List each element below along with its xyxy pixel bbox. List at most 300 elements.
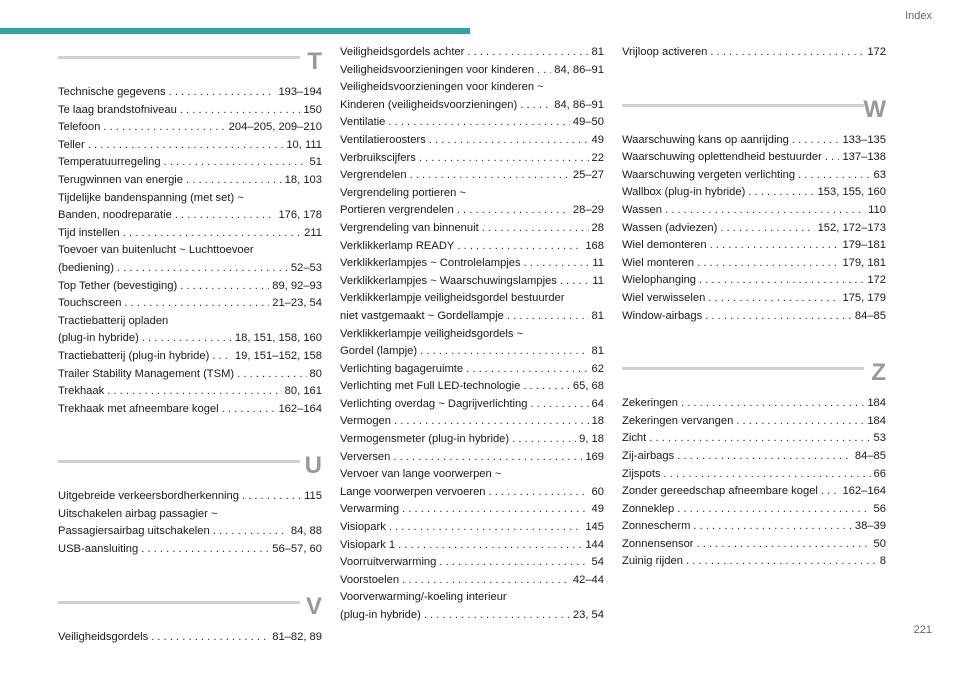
index-entry-row — [340, 413, 604, 431]
index-entry-pages: 84–85 — [854, 449, 886, 462]
index-entry-pages: 184 — [867, 414, 886, 427]
index-entry-term: Verklikkerlampjes ~ Controlelampjes — [340, 257, 521, 270]
index-entry-pages: 49 — [591, 503, 604, 516]
index-entry-lead-line: Verklikkerlampje veiligheidsgordels ~ — [340, 327, 524, 340]
index-entry — [58, 102, 322, 120]
index-entry-pages: 49 — [591, 133, 604, 146]
index-entry-term: Top Tether (bevestiging) — [58, 279, 178, 292]
index-entry-lead-line: Uitschakelen airbag passagier ~ — [58, 507, 218, 520]
leader-dots — [107, 383, 281, 401]
index-section — [622, 355, 886, 571]
leader-dots — [389, 519, 583, 537]
index-entry-row — [340, 484, 604, 502]
index-entry-row — [622, 536, 886, 554]
index-section — [58, 589, 322, 647]
index-entry-term: USB-aansluiting — [58, 543, 139, 556]
index-entry — [340, 44, 604, 62]
index-entry — [340, 572, 604, 590]
section-letter: T — [307, 48, 322, 75]
leader-dots — [507, 308, 589, 326]
leader-dots — [708, 290, 839, 308]
index-entry-pages: 172 — [867, 274, 886, 287]
index-entry — [58, 629, 322, 647]
section-header — [622, 355, 886, 391]
index-entry-pages: 56 — [873, 502, 886, 515]
index-entry — [58, 383, 322, 401]
index-entry-term: Zuinig rijden — [622, 555, 683, 568]
index-entry-term: Verbruikscijfers — [340, 151, 416, 164]
index-entry — [622, 237, 886, 255]
leader-dots — [123, 225, 301, 243]
section-divider — [622, 367, 864, 370]
index-entry-row — [340, 255, 604, 273]
index-entry-row — [58, 541, 322, 559]
index-entry — [340, 413, 604, 431]
index-entry-pages: 162–164 — [842, 485, 886, 498]
index-entry-term: Zekeringen — [622, 397, 678, 410]
index-entry-term: Verlichting bagageruimte — [340, 362, 464, 375]
index-entry-row — [58, 629, 322, 647]
index-entry-term: Ventilatieroosters — [340, 133, 426, 146]
index-entry-row — [340, 361, 604, 379]
index-entry-term: Vergrendelen — [340, 169, 407, 182]
index-entry-term: Waarschuwing vergeten verlichting — [622, 168, 796, 181]
leader-dots — [697, 255, 839, 273]
index-entry-pages: 18, 103 — [284, 173, 322, 186]
index-entry-pages: 65, 68 — [572, 380, 604, 393]
index-entry-pages: 153, 155, 160 — [817, 186, 886, 199]
index-entry-row — [58, 137, 322, 155]
index-entry-row — [340, 519, 604, 537]
index-entry-term: Veiligheidsvoorzieningen voor kinderen — [340, 63, 535, 76]
index-entry-row — [622, 290, 886, 308]
index-column-3 — [622, 44, 886, 601]
leader-dots — [665, 202, 865, 220]
leader-dots — [242, 488, 301, 506]
index-entry-row — [622, 272, 886, 290]
index-entry-term: niet vastgemaakt ~ Gordellampje — [340, 309, 504, 322]
index-entry-term: Wallbox (plug-in hybride) — [622, 186, 746, 199]
index-entry — [622, 290, 886, 308]
header-accent-bar — [0, 28, 470, 34]
index-entry-pages: 28–29 — [572, 204, 604, 217]
index-entry-row — [58, 260, 322, 278]
index-entry — [58, 278, 322, 296]
leader-dots — [681, 395, 864, 413]
index-entry-pages: 169 — [585, 450, 604, 463]
index-entry-term: Vermogen — [340, 415, 391, 428]
index-entry — [340, 431, 604, 449]
index-entry-row — [58, 330, 322, 348]
index-entry-row — [622, 501, 886, 519]
index-entry-pages: 18, 151, 158, 160 — [234, 332, 322, 345]
index-entry — [58, 348, 322, 366]
leader-dots — [686, 553, 877, 571]
index-entry-pages: 176, 178 — [278, 209, 322, 222]
index-entry-pages: 8 — [879, 555, 886, 568]
leader-dots — [677, 448, 852, 466]
index-entry — [58, 313, 322, 348]
index-section — [58, 448, 322, 558]
index-entry — [340, 537, 604, 555]
index-entry-term: Zijspots — [622, 467, 661, 480]
index-entry-term: Verklikkerlamp READY — [340, 239, 455, 252]
leader-dots — [402, 501, 588, 519]
index-entry-term: Wiel verwisselen — [622, 291, 706, 304]
index-entry — [622, 184, 886, 202]
index-entry-term: Teller — [58, 138, 85, 151]
index-entry-term: Kinderen (veiligheidsvoorzieningen) — [340, 98, 518, 111]
index-section — [622, 92, 886, 326]
leader-dots — [237, 366, 306, 384]
index-entry-term: (bediening) — [58, 261, 114, 274]
index-entry-row — [58, 401, 322, 419]
index-entry-pages: 11 — [592, 274, 604, 287]
index-entry — [340, 255, 604, 273]
leader-dots — [466, 361, 588, 379]
index-entry-pages: 84–85 — [854, 309, 886, 322]
index-entry-row — [340, 378, 604, 396]
page-header-title: Index — [905, 10, 932, 22]
index-entry-pages: 9, 18 — [579, 433, 604, 446]
index-entry-term: Wassen (adviezen) — [622, 221, 718, 234]
index-entry-pages: 66 — [873, 467, 886, 480]
leader-dots — [151, 629, 269, 647]
leader-dots — [821, 483, 840, 501]
index-entry — [58, 84, 322, 102]
index-entry-row — [622, 553, 886, 571]
leader-dots — [523, 378, 570, 396]
leader-dots — [402, 572, 570, 590]
leader-dots — [677, 501, 870, 519]
index-entry-row — [340, 62, 604, 80]
index-entry — [622, 536, 886, 554]
index-entry — [622, 483, 886, 501]
leader-dots — [142, 330, 232, 348]
leader-dots — [520, 97, 551, 115]
index-entry — [340, 62, 604, 80]
index-entry — [622, 413, 886, 431]
index-entry-row — [340, 114, 604, 132]
index-entry — [340, 290, 604, 325]
index-entry — [340, 361, 604, 379]
section-divider — [58, 56, 300, 59]
index-entry-pages: 89, 92–93 — [272, 279, 322, 292]
index-entry-lead-line: Vervoer van lange voorwerpen ~ — [340, 468, 502, 481]
index-entry-lead-line: Tractiebatterij opladen — [58, 314, 169, 327]
index-entry-row — [622, 483, 886, 501]
leader-dots — [424, 607, 570, 625]
leader-dots — [798, 167, 870, 185]
leader-dots — [457, 202, 570, 220]
index-entry — [340, 466, 604, 501]
index-entry-pages: 22 — [591, 151, 604, 164]
index-entry — [340, 167, 604, 185]
index-entry-pages: 62 — [591, 362, 604, 375]
index-entry-term: Technische gegevens — [58, 86, 166, 98]
index-entry-row — [340, 554, 604, 572]
index-column-2 — [340, 44, 604, 655]
index-entry-term: Trekhaak — [58, 385, 105, 398]
leader-dots — [393, 449, 582, 467]
index-entry-term: Veiligheidsgordels achter — [340, 46, 465, 58]
index-entry-term: Voorstoelen — [340, 573, 400, 586]
index-entry — [58, 366, 322, 384]
index-entry — [340, 132, 604, 150]
index-entry-row — [622, 202, 886, 220]
leader-dots — [429, 132, 589, 150]
leader-dots — [489, 484, 589, 502]
index-entry-row — [58, 172, 322, 190]
leader-dots — [710, 44, 864, 62]
index-entry-row — [58, 383, 322, 401]
leader-dots — [457, 238, 582, 256]
index-entry-row — [340, 431, 604, 449]
index-entry — [340, 554, 604, 572]
index-section — [58, 44, 322, 418]
index-entry-row — [340, 220, 604, 238]
leader-dots — [693, 518, 851, 536]
section-header — [58, 589, 322, 625]
index-entry-pages: 81 — [591, 345, 604, 358]
index-entry — [340, 378, 604, 396]
index-section — [340, 44, 604, 625]
index-entry-term: Touchscreen — [58, 297, 122, 310]
index-column-1 — [58, 44, 322, 676]
index-entry-row — [340, 167, 604, 185]
index-entry-row — [340, 238, 604, 256]
section-divider — [58, 601, 300, 604]
index-entry-term: Wiel monteren — [622, 256, 695, 269]
leader-dots — [705, 308, 852, 326]
leader-dots — [164, 154, 307, 172]
section-divider — [58, 460, 300, 463]
index-entry-pages: 168 — [585, 239, 604, 252]
index-entry — [58, 401, 322, 419]
index-entry-term: Waarschuwing oplettendheid bestuurder — [622, 151, 822, 164]
index-entry — [622, 466, 886, 484]
index-entry-pages: 64 — [591, 397, 604, 410]
index-entry-pages: 133–135 — [842, 133, 886, 146]
index-entry-row — [622, 237, 886, 255]
leader-dots — [512, 431, 576, 449]
index-entry-term: Zij-airbags — [622, 449, 675, 462]
leader-dots — [467, 44, 588, 62]
index-entry-term: Banden, noodreparatie — [58, 209, 172, 222]
index-entry-pages: 193–194 — [278, 86, 322, 98]
index-entry-term: Trekhaak met afneembare kogel — [58, 402, 219, 415]
index-entry-pages: 19, 151–152, 158 — [234, 349, 322, 362]
index-entry — [340, 220, 604, 238]
index-entry-term: Tijd instellen — [58, 226, 120, 239]
index-entry-row — [340, 449, 604, 467]
index-entry — [340, 238, 604, 256]
index-entry-term: Te laag brandstofniveau — [58, 103, 177, 116]
index-entry-pages: 25–27 — [572, 169, 604, 182]
index-entry — [622, 149, 886, 167]
section-letter: Z — [871, 359, 886, 387]
index-entry-row — [622, 466, 886, 484]
index-entry-row — [58, 366, 322, 384]
leader-dots — [222, 401, 276, 419]
index-entry-row — [58, 119, 322, 137]
leader-dots — [103, 119, 225, 137]
index-entry-row — [340, 202, 604, 220]
leader-dots — [212, 348, 232, 366]
index-entry — [340, 114, 604, 132]
index-entry-row — [622, 220, 886, 238]
index-entry-row — [340, 273, 604, 291]
leader-dots — [419, 150, 589, 168]
leader-dots — [537, 62, 551, 80]
index-entry-pages: 52–53 — [290, 261, 322, 274]
index-entry — [340, 396, 604, 414]
index-entry-lead-line: Vergrendeling portieren ~ — [340, 186, 466, 199]
leader-dots — [664, 466, 871, 484]
index-entry-row — [58, 295, 322, 313]
index-entry — [622, 430, 886, 448]
index-entry-term: Zicht — [622, 432, 647, 445]
index-entry-term: Wiel demonteren — [622, 239, 707, 252]
index-entry-lead-line: Toevoer van buitenlucht ~ Luchttoevoer — [58, 244, 254, 257]
leader-dots — [175, 207, 276, 225]
leader-dots — [825, 149, 840, 167]
section-header — [622, 92, 886, 128]
section-header — [58, 44, 322, 80]
index-entry-term: (plug-in hybride) — [58, 332, 139, 345]
index-entry-row — [622, 430, 886, 448]
index-entry-pages: 110 — [868, 203, 886, 216]
index-entry — [340, 326, 604, 361]
index-entry-term: Verlichting met Full LED-technologie — [340, 380, 521, 393]
index-entry-term: Verklikkerlampjes ~ Waarschuwingslampjes — [340, 274, 557, 287]
index-entry-term: Vergrendeling van binnenuit — [340, 221, 479, 234]
index-entry — [58, 137, 322, 155]
index-entry — [340, 589, 604, 624]
index-entry — [622, 167, 886, 185]
leader-dots — [186, 172, 282, 190]
index-entry-row — [340, 501, 604, 519]
index-entry-term: Visiopark — [340, 521, 386, 534]
index-entry-pages: 84, 88 — [290, 525, 322, 538]
index-entry-pages: 184 — [867, 397, 886, 410]
index-entry-term: Telefoon — [58, 121, 101, 134]
index-entry-term: Uitgebreide verkeersbordherkenning — [58, 490, 239, 503]
leader-dots — [388, 114, 569, 132]
index-entry — [340, 519, 604, 537]
page-number: 221 — [913, 624, 932, 636]
index-entry-lead-line: Voorverwarming/-koeling interieur — [340, 591, 507, 604]
index-entry — [622, 395, 886, 413]
index-entry-row — [340, 396, 604, 414]
index-entry — [622, 255, 886, 273]
leader-dots — [124, 295, 269, 313]
index-entry-pages: 84, 86–91 — [554, 63, 604, 76]
leader-dots — [748, 184, 814, 202]
index-entry-term: Passagiersairbag uitschakelen — [58, 525, 210, 538]
index-entry-row — [340, 343, 604, 361]
index-entry-pages: 81 — [591, 46, 604, 58]
index-entry-term: Waarschuwing kans op aanrijding — [622, 133, 789, 146]
index-entry-pages: 179, 181 — [842, 256, 886, 269]
index-entry-term: Wielophanging — [622, 274, 697, 287]
index-entry-row — [58, 488, 322, 506]
index-entry-term: Zonneklep — [622, 502, 675, 515]
index-section — [622, 44, 886, 62]
index-entry-row — [622, 413, 886, 431]
index-entry-term: Voorruitverwarming — [340, 556, 437, 569]
index-entry-term: Lange voorwerpen vervoeren — [340, 485, 486, 498]
index-entry-pages: 162–164 — [278, 402, 322, 415]
index-entry — [58, 541, 322, 559]
index-entry — [58, 506, 322, 541]
index-entry-term: Tractiebatterij (plug-in hybride) — [58, 349, 210, 362]
leader-dots — [560, 273, 589, 291]
index-entry-term: Visiopark 1 — [340, 538, 396, 551]
index-entry — [58, 154, 322, 172]
leader-dots — [398, 537, 582, 555]
index-entry-row — [622, 149, 886, 167]
index-entry-pages: 175, 179 — [842, 291, 886, 304]
index-entry-row — [622, 167, 886, 185]
leader-dots — [710, 237, 840, 255]
index-entry-row — [340, 97, 604, 115]
index-entry-pages: 63 — [873, 168, 886, 181]
section-letter: U — [304, 452, 322, 480]
index-entry-pages: 54 — [591, 556, 604, 569]
index-entry-term: Zonder gereedschap afneembare kogel — [622, 485, 818, 498]
index-entry-row — [58, 84, 322, 102]
index-entry-term: Gordel (lampje) — [340, 345, 418, 358]
index-entry-row — [340, 572, 604, 590]
index-entry-term: Zekeringen vervangen — [622, 414, 734, 427]
index-entry-pages: 150 — [303, 103, 322, 116]
index-entry-pages: 10, 111 — [286, 138, 322, 151]
index-entry — [340, 79, 604, 114]
index-entry-pages: 28 — [591, 221, 604, 234]
index-entry-term: Vermogensmeter (plug-in hybride) — [340, 433, 510, 446]
index-entry-term: Window-airbags — [622, 309, 703, 322]
leader-dots — [117, 260, 288, 278]
leader-dots — [180, 102, 301, 120]
leader-dots — [649, 430, 870, 448]
index-entry-row — [340, 132, 604, 150]
index-entry-term: Wassen — [622, 203, 662, 216]
leader-dots — [792, 132, 840, 150]
index-entry — [622, 220, 886, 238]
index-entry-row — [340, 44, 604, 62]
index-entry-row — [58, 523, 322, 541]
index-entry — [622, 132, 886, 150]
leader-dots — [169, 84, 276, 102]
index-entry-pages: 152, 172–173 — [817, 221, 886, 234]
index-entry — [622, 44, 886, 62]
leader-dots — [439, 554, 588, 572]
section-letter: W — [863, 95, 886, 123]
index-entry-term: Vrijloop activeren — [622, 46, 708, 58]
index-entry-row — [340, 150, 604, 168]
index-entry-row — [622, 44, 886, 62]
section-letter: V — [305, 592, 322, 620]
index-entry — [340, 273, 604, 291]
leader-dots — [524, 255, 590, 273]
index-entry — [58, 172, 322, 190]
index-entry-term: Trailer Stability Management (TSM) — [58, 367, 235, 380]
index-entry — [340, 501, 604, 519]
index-entry-term: Portieren vergrendelen — [340, 204, 454, 217]
index-entry-term: (plug-in hybride) — [340, 609, 421, 621]
index-entry-pages: 179–181 — [842, 239, 886, 252]
